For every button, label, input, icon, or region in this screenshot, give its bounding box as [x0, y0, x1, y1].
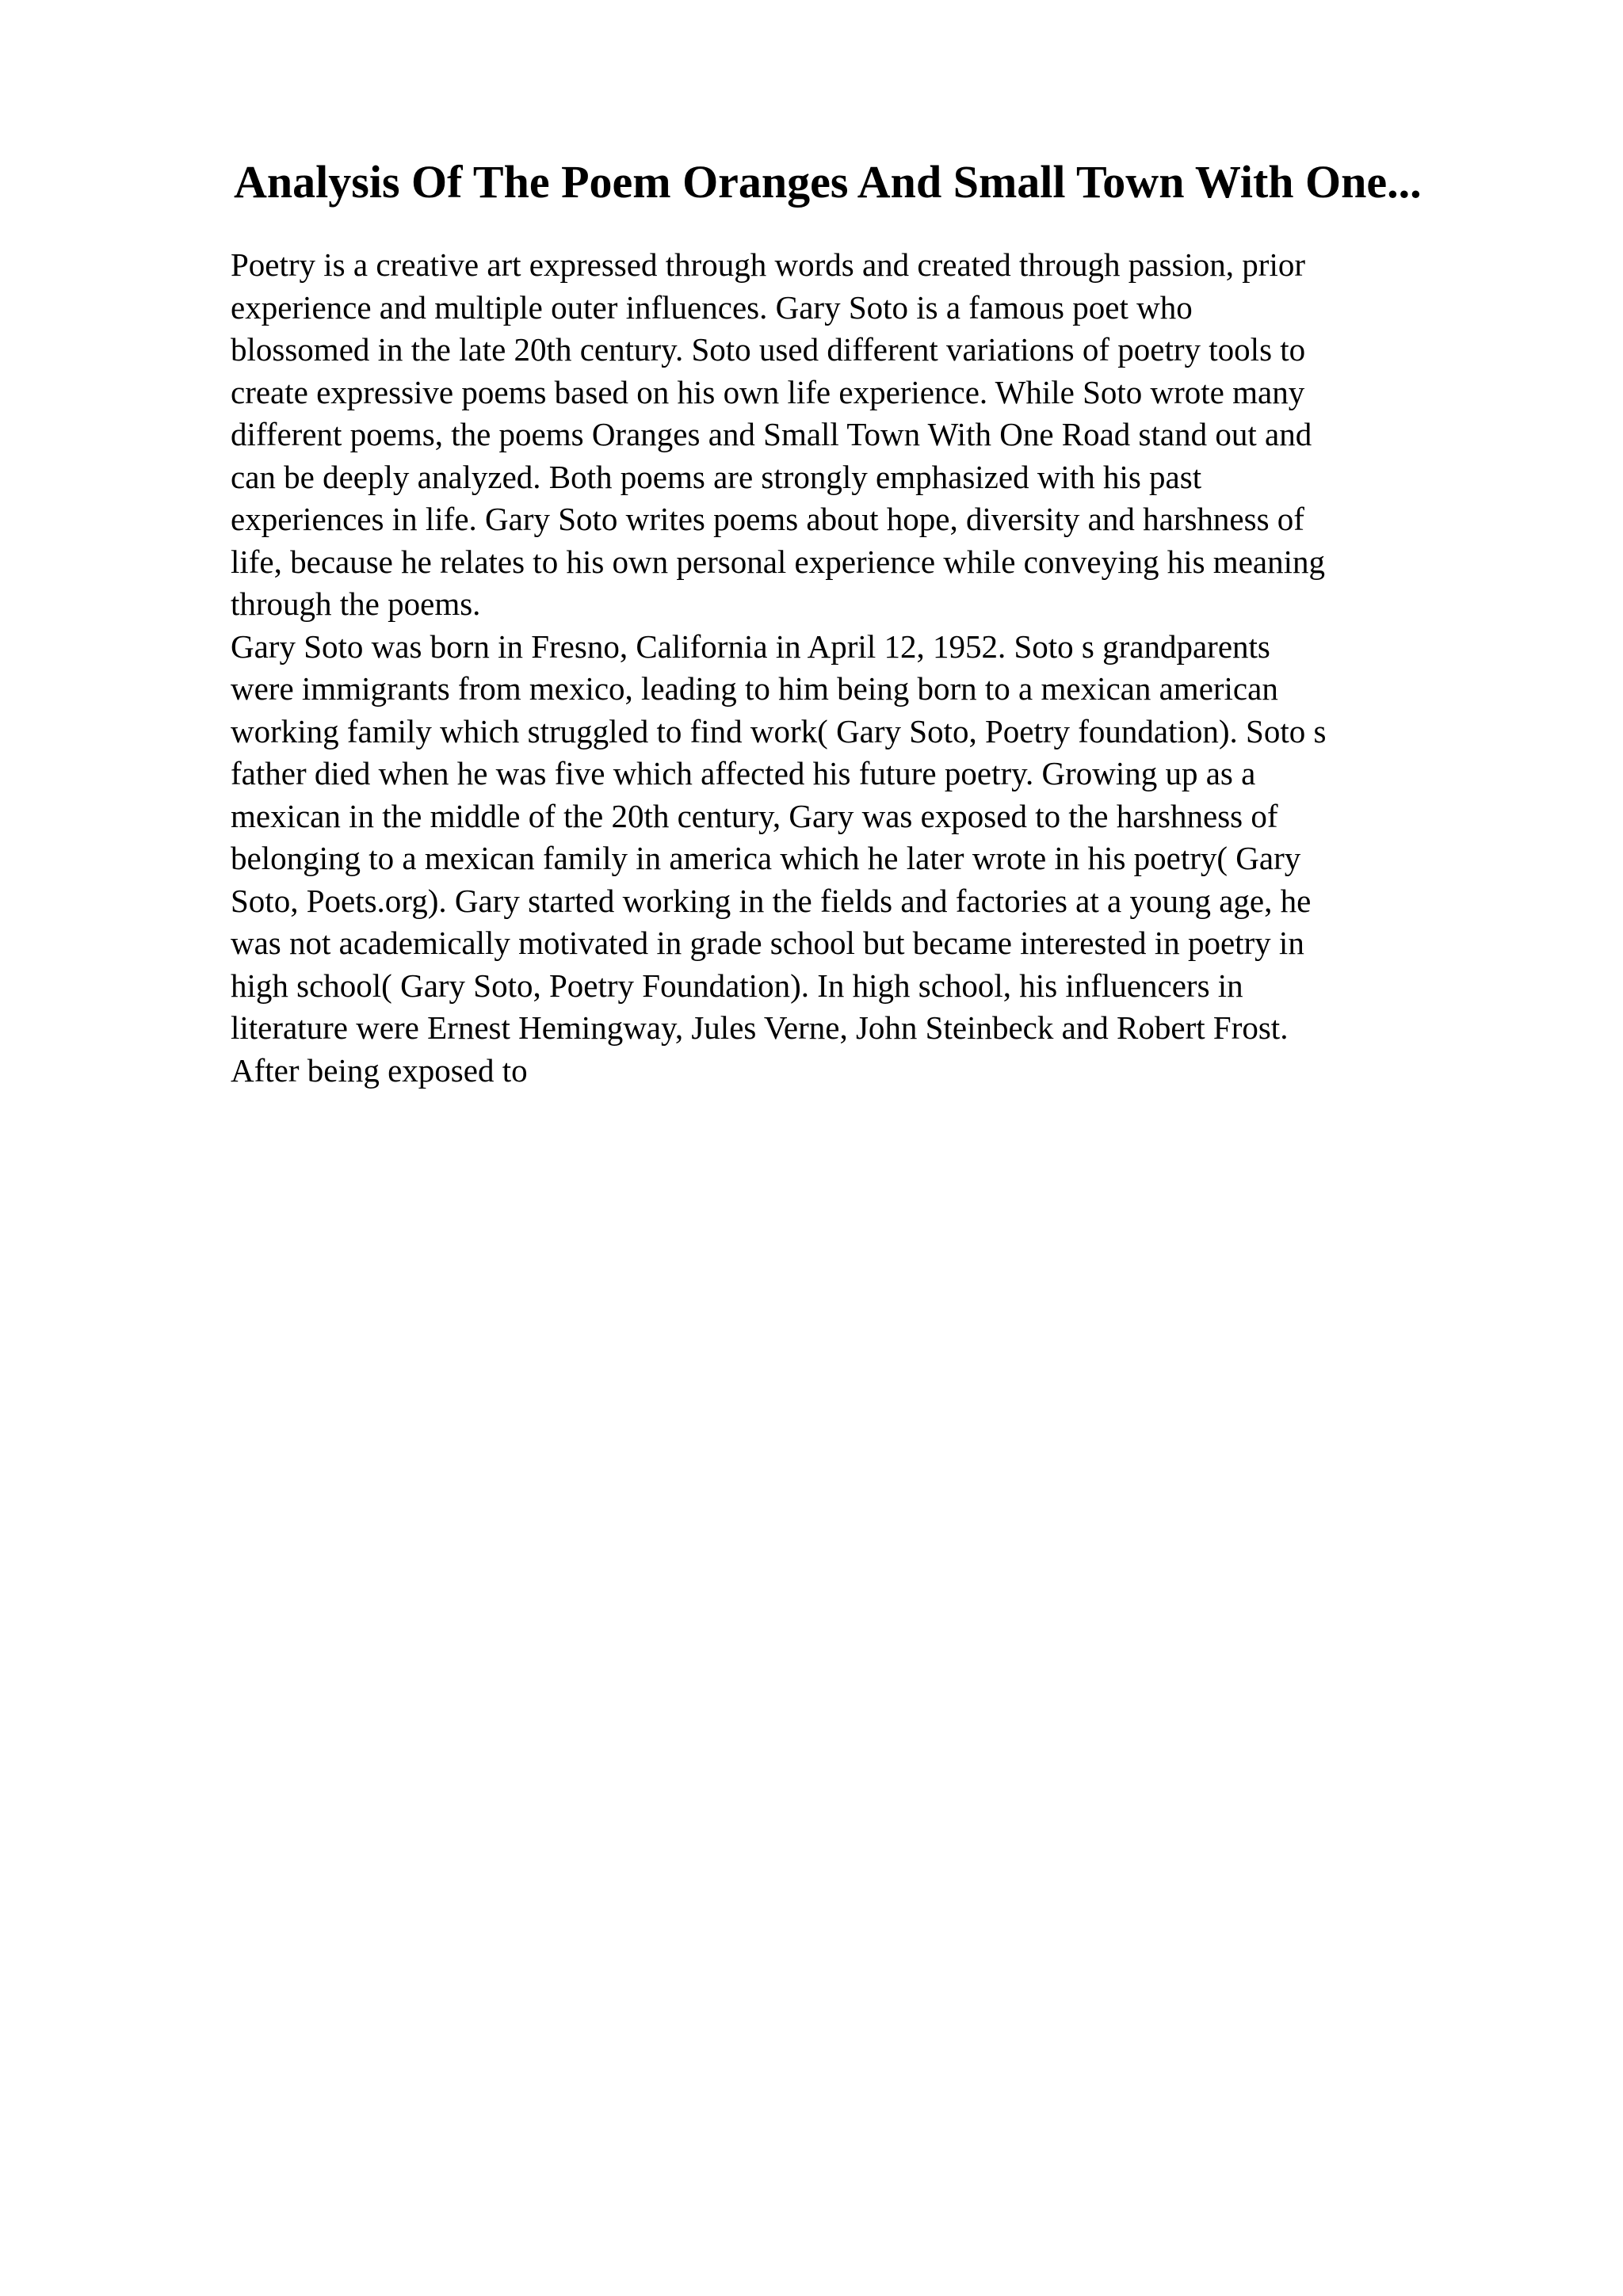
text-line: different poems, the poems Oranges and Small Town With One Road stand out and: [231, 416, 1312, 452]
text-line: blossomed in the late 20th century. Soto used different variations of poetry tools to: [231, 331, 1306, 368]
text-line: create expressive poems based on his own life experience. While Soto wrote many: [231, 373, 1305, 410]
text-line: can be deeply analyzed. Both poems are strongly emphasized with his past: [231, 458, 1202, 495]
text-line: were immigrants from mexico, leading to him being born to a mexican american: [231, 670, 1278, 707]
text-line: was not academically motivated in grade school but became interested in poetry in: [231, 925, 1304, 961]
document-title: Analysis Of The Poem Oranges And Small Town With One...: [234, 156, 1422, 208]
text-line: life, because he relates to his own personal experience while conveying his meaning: [231, 543, 1325, 580]
document-body: [231, 244, 1514, 1092]
text-line: Gary Soto was born in Fresno, California in April 12, 1952. Soto s grandparents: [231, 627, 1270, 665]
text-line: experiences in life. Gary Soto writes poems about hope, diversity and harshness of: [231, 501, 1304, 537]
text-line: high school( Gary Soto, Poetry Foundation). In high school, his influencers in: [231, 967, 1243, 1004]
text-line: through the poems.: [231, 585, 481, 622]
text-line: working family which struggled to find work( Gary Soto, Poetry foundation). Soto s: [231, 712, 1327, 749]
text-line: After being exposed to: [231, 1051, 528, 1089]
text-line: belonging to a mexican family in america which he later wrote in his poetry( Gary: [231, 840, 1301, 876]
text-line: mexican in the middle of the 20th century, Gary was exposed to the harshness of: [231, 797, 1278, 834]
text-line: experience and multiple outer influences. Gary Soto is a famous poet who: [231, 288, 1193, 326]
text-line: Soto, Poets.org). Gary started working in the fields and factories at a young age, he: [231, 882, 1312, 919]
text-line: literature were Ernest Hemingway, Jules Verne, John Steinbeck and Robert Frost.: [231, 1009, 1289, 1046]
text-line: father died when he was five which affected his future poetry. Growing up as a: [231, 755, 1256, 791]
text-line: Poetry is a creative art expressed through words and created through passion, prior: [231, 246, 1306, 283]
